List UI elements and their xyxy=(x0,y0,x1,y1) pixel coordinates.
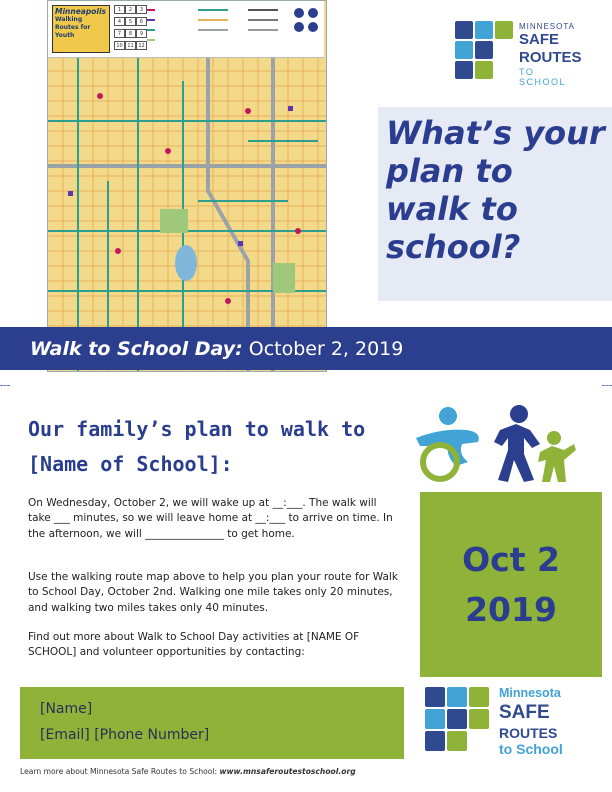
logo-minnesota: MINNESOTA xyxy=(519,22,575,31)
logo-bottom-minnesota: Minnesota xyxy=(499,686,561,700)
safe-routes-logo-bottom xyxy=(425,685,605,760)
map-grid-cell: 12 xyxy=(136,41,147,50)
logo-routes: ROUTES xyxy=(519,49,582,66)
logo-safe: SAFE xyxy=(519,31,560,48)
date-month-day: Oct 2 xyxy=(462,540,560,579)
plan-paragraph-2: Use the walking route map above to help you plan your route for Walk to School Day, October 2nd. Walking one mile takes only 20 minutes, and walking two miles takes only 40 minutes. xyxy=(28,571,398,614)
contact-box xyxy=(20,687,404,759)
map-logo-icon xyxy=(291,5,321,35)
logo-tile xyxy=(495,21,513,39)
logo-tile xyxy=(425,687,445,707)
legend-swatch xyxy=(147,29,155,31)
contact-email-phone: [Email] [Phone Number] xyxy=(40,727,210,743)
map-grid-cell: 4 xyxy=(114,17,125,26)
logo-tile xyxy=(469,687,489,707)
logo-tile xyxy=(469,709,489,729)
safe-routes-logo xyxy=(455,17,585,87)
map-grid-cell: 1 xyxy=(114,5,125,14)
footer-url-link[interactable]: www.mnsaferoutestoschool.org xyxy=(219,767,356,776)
legend-swatch xyxy=(248,9,278,11)
map-grid-cell: 9 xyxy=(136,29,147,38)
map-grid-cell: 6 xyxy=(136,17,147,26)
footer-prefix: Learn more about Minnesota Safe Routes to School: xyxy=(20,767,220,776)
map-title-line2: Walking Routes for Youth xyxy=(55,16,91,39)
logo-tile xyxy=(455,41,473,59)
legend-swatch xyxy=(198,19,228,21)
walking-people-icon xyxy=(412,402,577,484)
plan-paragraph-3: Find out more about Walk to School Day activities at [NAME OF SCHOOL] and volunteer opportunities by contacting: xyxy=(28,631,360,659)
logo-tile xyxy=(425,709,445,729)
logo-tile xyxy=(425,731,445,751)
legend-swatch xyxy=(147,9,155,11)
map-grid-cell: 8 xyxy=(125,29,136,38)
date-box xyxy=(420,492,602,677)
legend-swatch xyxy=(198,9,228,11)
divider xyxy=(0,385,10,387)
legend-swatch xyxy=(248,19,278,21)
map-legend xyxy=(48,1,324,58)
logo-tile xyxy=(455,21,473,39)
footer-text xyxy=(20,767,356,776)
map-grid-cell: 5 xyxy=(125,17,136,26)
date-year: 2019 xyxy=(465,590,557,629)
legend-swatch xyxy=(198,29,228,31)
legend-swatch xyxy=(248,29,278,31)
plan-paragraph-1: On Wednesday, October 2, we will wake up at __:___. The walk will take ___ minutes, so we will leave home at __:___ to arrive on time. In the afternoon, we will _______________ to get home. xyxy=(28,497,393,540)
logo-bottom-safe: SAFE xyxy=(499,702,550,723)
map-title-line1: Minneapolis xyxy=(55,7,106,16)
plan-title: Our family’s plan to walk to xyxy=(28,418,366,440)
logo-tile xyxy=(475,21,493,39)
banner-date: October 2, 2019 xyxy=(242,338,404,360)
map-title xyxy=(52,5,110,53)
banner-label: Walk to School Day: xyxy=(30,338,243,360)
map-grid-cell: 7 xyxy=(114,29,125,38)
headline: What’s your plan to walk to school? xyxy=(386,114,605,266)
map-grid-cell: 11 xyxy=(125,41,136,50)
logo-tile xyxy=(447,709,467,729)
logo-tile xyxy=(447,687,467,707)
walking-route-map xyxy=(47,0,327,372)
logo-to-school: TO SCHOOL xyxy=(519,67,567,87)
map-grid-cell: 3 xyxy=(136,5,147,14)
divider xyxy=(602,385,612,387)
map-grid-cell: 10 xyxy=(114,41,125,50)
logo-bottom-routes: ROUTES xyxy=(499,725,558,741)
banner-text xyxy=(30,338,403,360)
map-grid-cell: 2 xyxy=(125,5,136,14)
logo-tile xyxy=(455,61,473,79)
logo-bottom-to-school: to School xyxy=(499,741,563,757)
logo-tile xyxy=(447,731,467,751)
contact-name: [Name] xyxy=(40,701,93,717)
legend-swatch xyxy=(147,39,155,41)
logo-tile xyxy=(475,61,493,79)
legend-swatch xyxy=(147,19,155,21)
logo-tile xyxy=(475,41,493,59)
school-name-placeholder: [Name of School]: xyxy=(28,452,233,476)
